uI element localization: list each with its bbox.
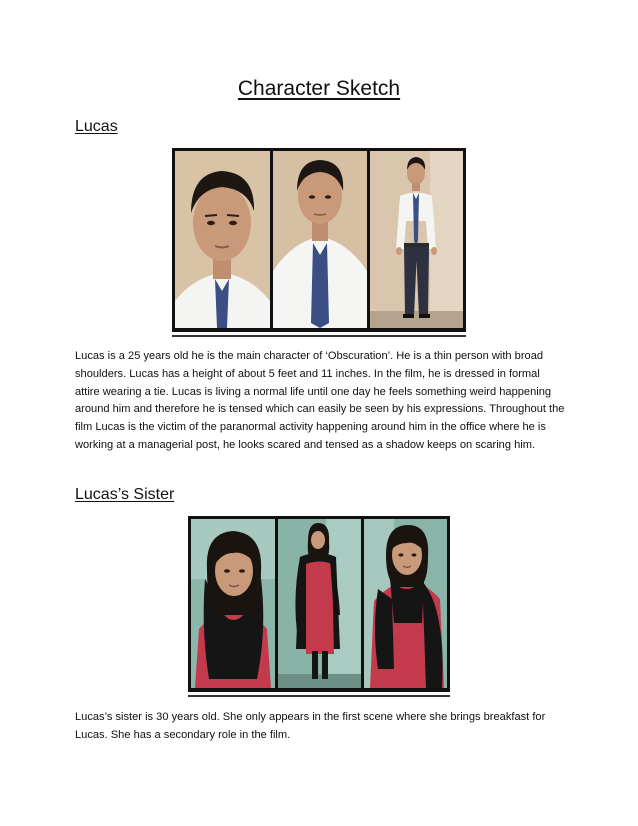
sister-photo-strip: [188, 516, 450, 692]
lucas-photo-fulllength: [370, 151, 463, 328]
sister-photo-fulllength: [278, 519, 361, 688]
lucas-photo-strip: [172, 148, 466, 332]
lucas-description: Lucas is a 25 years old he is the main character of ‘Obscuration’. He is a thin person with broad shoulders. Lucas has a height of about 5 feet and 11 inches. In the film, he is dressed in formal attire wearing a tie. Lucas is living a normal life until one day he feels something weird happening around him and therefore he is tensed which can easily be seen by his expressions. Throughout the film Lucas is the victim of the paranormal activity happening around him in the office where he is working at a managerial post, he looks scared and tensed as a shadow keeps on scaring him.: [75, 350, 565, 451]
lucas-sister-description: Lucas’s sister is 30 years old. She only appears in the first scene where she brings breakfast for Lucas. She has a secondary role in the film.: [75, 711, 546, 741]
page-title: Character Sketch: [237, 77, 401, 100]
lucas-photo-closeup: [175, 151, 270, 328]
sister-photo-closeup: [191, 519, 275, 688]
sister-photo-medium: [364, 519, 447, 688]
lucas-photo-medium: [273, 151, 367, 328]
section-heading-lucas-sister: Lucas’s Sister: [75, 486, 175, 503]
section-heading-lucas: Lucas: [75, 118, 118, 135]
